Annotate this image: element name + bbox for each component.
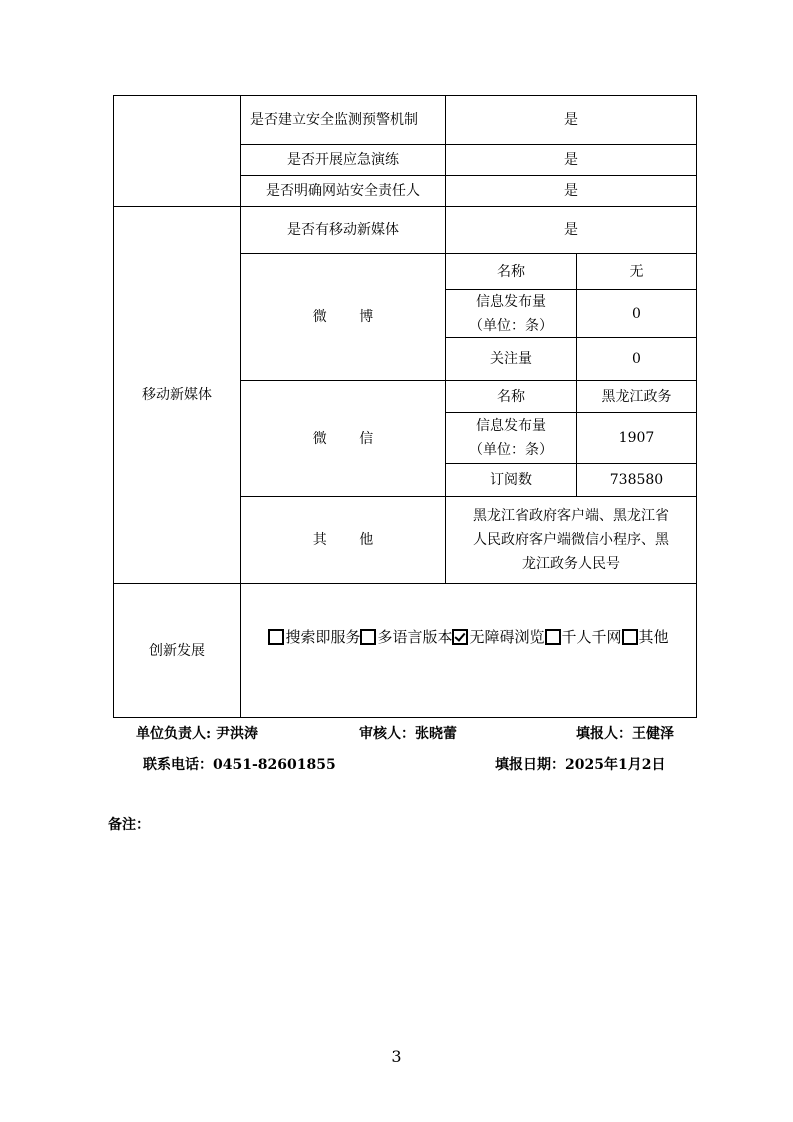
weibo-followers-label: 关注量 [490, 351, 532, 367]
other-value [446, 497, 696, 583]
weibo-posts-label-line2: （单位：条） [469, 317, 553, 334]
has-mobile-label: 是否有移动新媒体 [287, 222, 399, 238]
monitoring-label: 是否建立安全监测预警机制 [250, 112, 418, 128]
fill-date: 填报日期：2025年1月2日 [495, 757, 666, 773]
option-label: 多语言版本 [377, 627, 453, 646]
filler: 填报人：王健泽 [576, 726, 674, 742]
wechat-subscribers-label: 订阅数 [490, 472, 532, 488]
wechat-posts-label-line2: （单位：条） [469, 442, 553, 458]
page-number: 3 [391, 1047, 402, 1066]
unit-head: 单位负责人: 尹洪涛 [136, 726, 259, 742]
contact-phone: 联系电话：0451-82601855 [143, 757, 336, 773]
checkbox-personalized[interactable] [545, 629, 561, 645]
option-label: 其他 [638, 627, 669, 646]
wechat-label: 微 信 [312, 430, 388, 447]
other-value-line1: 黑龙江省政府客户端、黑龙江省 [473, 508, 669, 524]
wechat-name-label: 名称 [497, 388, 525, 405]
option-label: 无障碍浏览 [469, 627, 545, 646]
weibo-name-label: 名称 [497, 263, 525, 280]
wechat-posts-label-line1: 信息发布量 [476, 418, 546, 434]
mobile-section-label: 移动新媒体 [142, 387, 212, 403]
option-label: 搜索即服务 [285, 627, 361, 646]
monitoring-value: 是 [564, 112, 578, 128]
weibo-posts-label [446, 290, 576, 337]
innovation-options [241, 584, 696, 689]
weibo-name-value: 无 [629, 263, 644, 280]
wechat-posts-label [446, 413, 576, 463]
notes-label: 备注： [108, 817, 150, 833]
checkbox-multilingual[interactable] [360, 629, 376, 645]
reviewer: 审核人：张晓蕾 [359, 726, 457, 742]
checkbox-search-service[interactable] [268, 629, 284, 645]
wechat-name-value: 黑龙江政务 [601, 388, 672, 405]
wechat-subscribers-value: 738580 [609, 472, 664, 488]
other-value-line2: 人民政府客户端微信小程序、黑 [473, 532, 669, 548]
table-border-right [696, 95, 697, 718]
weibo-posts-value: 0 [632, 305, 641, 322]
table-border-bottom [113, 717, 697, 718]
responsible-value: 是 [564, 183, 578, 199]
other-value-line3: 龙江政务人民号 [522, 556, 620, 572]
has-mobile-value: 是 [564, 222, 578, 238]
weibo-label: 微 博 [312, 309, 388, 325]
innovation-label: 创新发展 [149, 642, 205, 659]
checkbox-other[interactable] [622, 629, 638, 645]
drill-value: 是 [564, 152, 578, 168]
weibo-followers-value: 0 [632, 351, 641, 367]
option-label: 千人千网 [561, 627, 622, 646]
responsible-label: 是否明确网站安全责任人 [266, 183, 420, 199]
checkbox-accessibility-checked[interactable] [452, 629, 468, 645]
other-label: 其 他 [312, 532, 388, 548]
wechat-posts-value: 1907 [618, 430, 655, 446]
drill-label: 是否开展应急演练 [287, 152, 399, 168]
weibo-posts-label-line1: 信息发布量 [476, 293, 546, 310]
